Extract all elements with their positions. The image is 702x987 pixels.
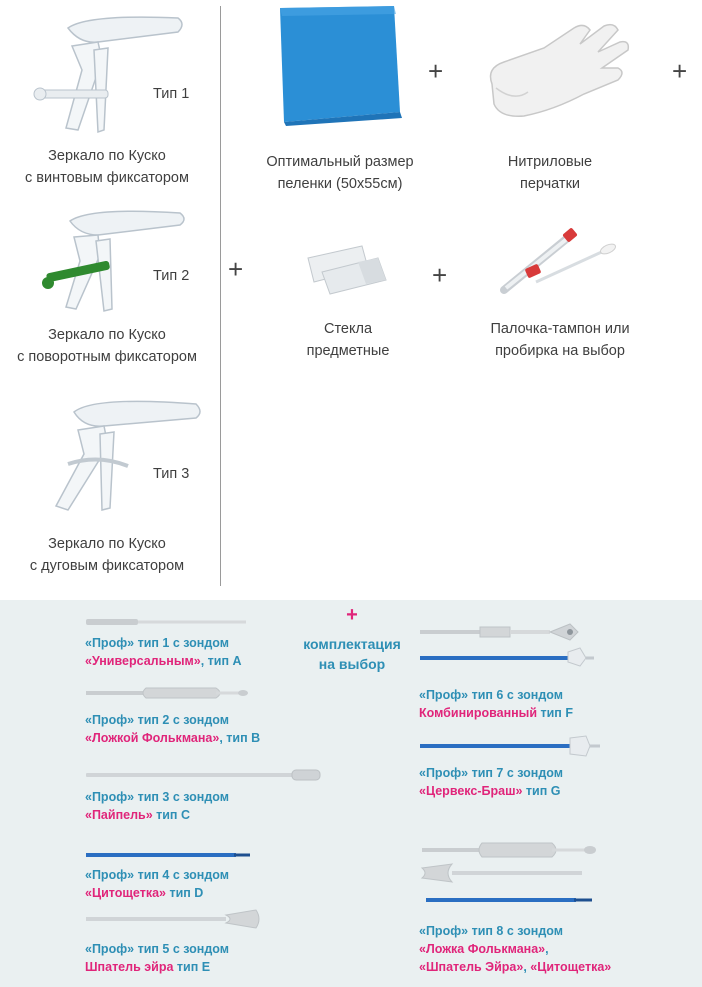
probe-subtitle: [419, 958, 611, 976]
speculum-type1-image: [28, 10, 188, 138]
probe1-label: [85, 634, 242, 670]
probe-name: «Цитощетка»: [85, 886, 166, 900]
probe6-label: [419, 686, 573, 722]
probe-title: «Проф» тип 1 с зондом: [85, 636, 229, 650]
probe-name: «Цервекс-Браш»: [419, 784, 523, 798]
caption-line: Нитриловые: [507, 154, 593, 170]
probe-subtitle: [85, 884, 229, 902]
probe1-image: [86, 614, 248, 624]
swab-image: [496, 226, 620, 298]
caption-line: с винтовым фиксатором: [25, 170, 189, 186]
speculum-type1-caption: [0, 145, 214, 189]
probe-type: тип G: [522, 784, 561, 798]
probe3-label: [85, 788, 229, 824]
plus-sign: +: [228, 254, 244, 284]
speculum-type2-image: [40, 205, 190, 315]
probe-subtitle: [85, 958, 229, 976]
probe-type: тип C: [152, 808, 190, 822]
probe-subtitle: [419, 940, 611, 958]
swab-caption: [460, 318, 660, 362]
sheet-caption: [240, 151, 440, 195]
speculum-type3-caption: [0, 533, 214, 577]
gloves-image: [484, 18, 634, 118]
probe-name: «Пайпель»: [85, 808, 153, 822]
probe-subtitle: [85, 652, 242, 670]
probe-subtitle: [85, 729, 260, 747]
probe-title: «Проф» тип 3 с зондом: [85, 790, 229, 804]
slides-caption: [268, 318, 428, 362]
probe-title: «Проф» тип 2 с зондом: [85, 713, 229, 727]
probe3-image: [86, 768, 322, 780]
probe5-image: [86, 910, 262, 928]
probe-type: тип D: [165, 886, 204, 900]
probe-name: «Ложкой Фолькмана»: [85, 731, 220, 745]
probe-name: «Ложка Фолькмана»: [419, 942, 546, 956]
probe-title: «Проф» тип 5 с зондом: [85, 942, 229, 956]
caption-line: Палочка-тампон или: [490, 321, 630, 337]
caption-line: перчатки: [519, 176, 581, 192]
probe-title: «Проф» тип 6 с зондом: [419, 688, 563, 702]
probe2-image: [86, 686, 248, 700]
complect-line: на выбор: [318, 656, 386, 672]
plus-sign: +: [432, 260, 448, 290]
probe7-image: [420, 736, 600, 756]
probe6-image: [420, 622, 596, 666]
caption-line: пробирка на выбор: [495, 343, 625, 359]
caption-line: предметные: [306, 343, 390, 359]
probe-name: Комбинированный: [419, 706, 538, 720]
probe7-label: [419, 764, 563, 800]
complect-label: [290, 634, 414, 674]
probe-name: «Цитощетка»: [530, 960, 612, 974]
caption-line: пеленки (50х55см): [277, 176, 403, 192]
probe-name: Шпатель эйра: [85, 960, 174, 974]
caption-line: Зеркало по Куско: [48, 327, 166, 343]
probe-title: «Проф» тип 8 с зондом: [419, 924, 563, 938]
probe-type: , тип B: [219, 731, 261, 745]
probe4-image: [86, 846, 252, 854]
probe-title: «Проф» тип 4 с зондом: [85, 868, 229, 882]
probe-type: тип E: [173, 960, 211, 974]
gloves-caption: [470, 151, 630, 195]
speculum-type2-caption: [0, 324, 214, 368]
complect-line: комплектация: [303, 636, 401, 652]
probe-type: тип F: [537, 706, 573, 720]
caption-line: Зеркало по Куско: [48, 536, 166, 552]
plus-sign: +: [428, 56, 444, 86]
plus-sign: +: [672, 56, 688, 86]
speculum-type1-label: Тип 1: [153, 86, 190, 102]
probe-sep: ,: [545, 942, 549, 956]
complect-plus: +: [346, 604, 358, 626]
caption-line: Стекла: [323, 321, 373, 337]
probe-subtitle: [419, 704, 573, 722]
probe-subtitle: [419, 782, 563, 800]
caption-line: с дуговым фиксатором: [29, 558, 185, 574]
sheet-image: [270, 4, 410, 126]
probe-name: «Универсальным»: [85, 654, 201, 668]
probe8-image: [422, 840, 600, 906]
probe-type: , тип А: [200, 654, 242, 668]
speculum-type3-image: [38, 394, 203, 514]
caption-line: Оптимальный размер: [266, 154, 414, 170]
probe8-label: [419, 922, 611, 976]
caption-line: Зеркало по Куско: [48, 148, 166, 164]
probe-subtitle: [85, 806, 229, 824]
probe2-label: [85, 711, 260, 747]
slides-image: [306, 244, 390, 296]
caption-line: с поворотным фиксатором: [17, 349, 197, 365]
probe-name: «Шпатель Эйра»: [419, 960, 524, 974]
probe-title: «Проф» тип 7 с зондом: [419, 766, 563, 780]
speculum-type3-label: Тип 3: [153, 466, 190, 482]
probe4-label: [85, 866, 229, 902]
probe5-label: [85, 940, 229, 976]
section-divider: [220, 6, 221, 586]
probe-sep: ,: [523, 960, 531, 974]
speculum-type2-label: Тип 2: [153, 268, 190, 284]
